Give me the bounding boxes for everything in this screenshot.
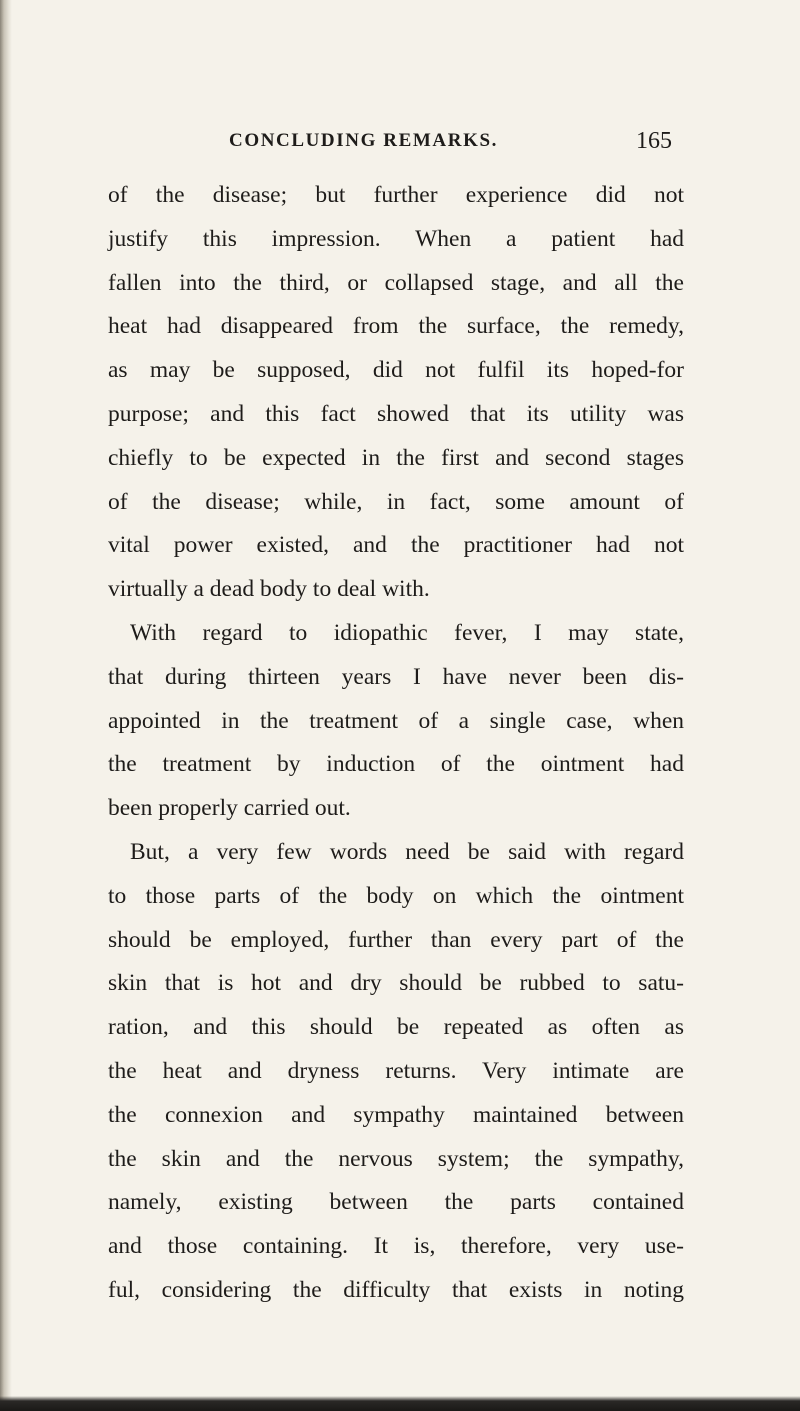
text-line: been properly carried out. <box>108 795 351 822</box>
text-line: vital power existed, and the practitioner had not <box>108 532 684 559</box>
text-line: of the disease; while, in fact, some amount of <box>108 488 684 515</box>
text-line: as may be supposed, did not fulfil its hoped-for <box>108 357 684 384</box>
text-line: heat had disappeared from the surface, the remedy, <box>108 313 684 340</box>
text-line: that during thirteen years I have never been dis- <box>108 663 684 690</box>
text-line: the skin and the nervous system; the sympathy, <box>108 1145 684 1172</box>
page-number: 165 <box>636 128 672 154</box>
running-head <box>0 126 800 156</box>
text-line: But, a very few words need be said with regard <box>130 838 684 865</box>
text-line: appointed in the treatment of a single case, when <box>108 707 684 734</box>
page-bottom-edge <box>0 1396 800 1411</box>
text-line: of the disease; but further experience did not <box>108 182 684 208</box>
text-line: and those containing. It is, therefore, very use- <box>108 1233 684 1260</box>
text-line: the heat and dryness returns. Very intimate are <box>108 1057 684 1084</box>
text-line: ration, and this should be repeated as often as <box>108 1014 684 1041</box>
text-line: chiefly to be expected in the first and second stages <box>108 444 684 471</box>
text-line: the connexion and sympathy maintained between <box>108 1101 684 1128</box>
text-line: to those parts of the body on which the ointment <box>108 882 684 909</box>
text-line: ful, considering the difficulty that exists in noting <box>108 1276 684 1303</box>
text-line: skin that is hot and dry should be rubbed to satu- <box>108 970 684 997</box>
text-line: With regard to idiopathic fever, I may state, <box>130 619 684 646</box>
text-line: fallen into the third, or collapsed stage, and all the <box>108 269 684 296</box>
text-line: namely, existing between the parts contained <box>108 1189 684 1216</box>
text-line: the treatment by induction of the ointment had <box>108 751 684 778</box>
text-line: justify this impression. When a patient had <box>108 225 684 252</box>
gutter-shadow <box>0 0 12 1411</box>
text-line: virtually a dead body to deal with. <box>108 576 430 603</box>
running-title: CONCLUDING REMARKS. <box>229 130 498 151</box>
text-line: should be employed, further than every part of the <box>108 926 684 953</box>
body-text <box>108 174 684 1313</box>
text-line: purpose; and this fact showed that its utility was <box>108 400 684 427</box>
